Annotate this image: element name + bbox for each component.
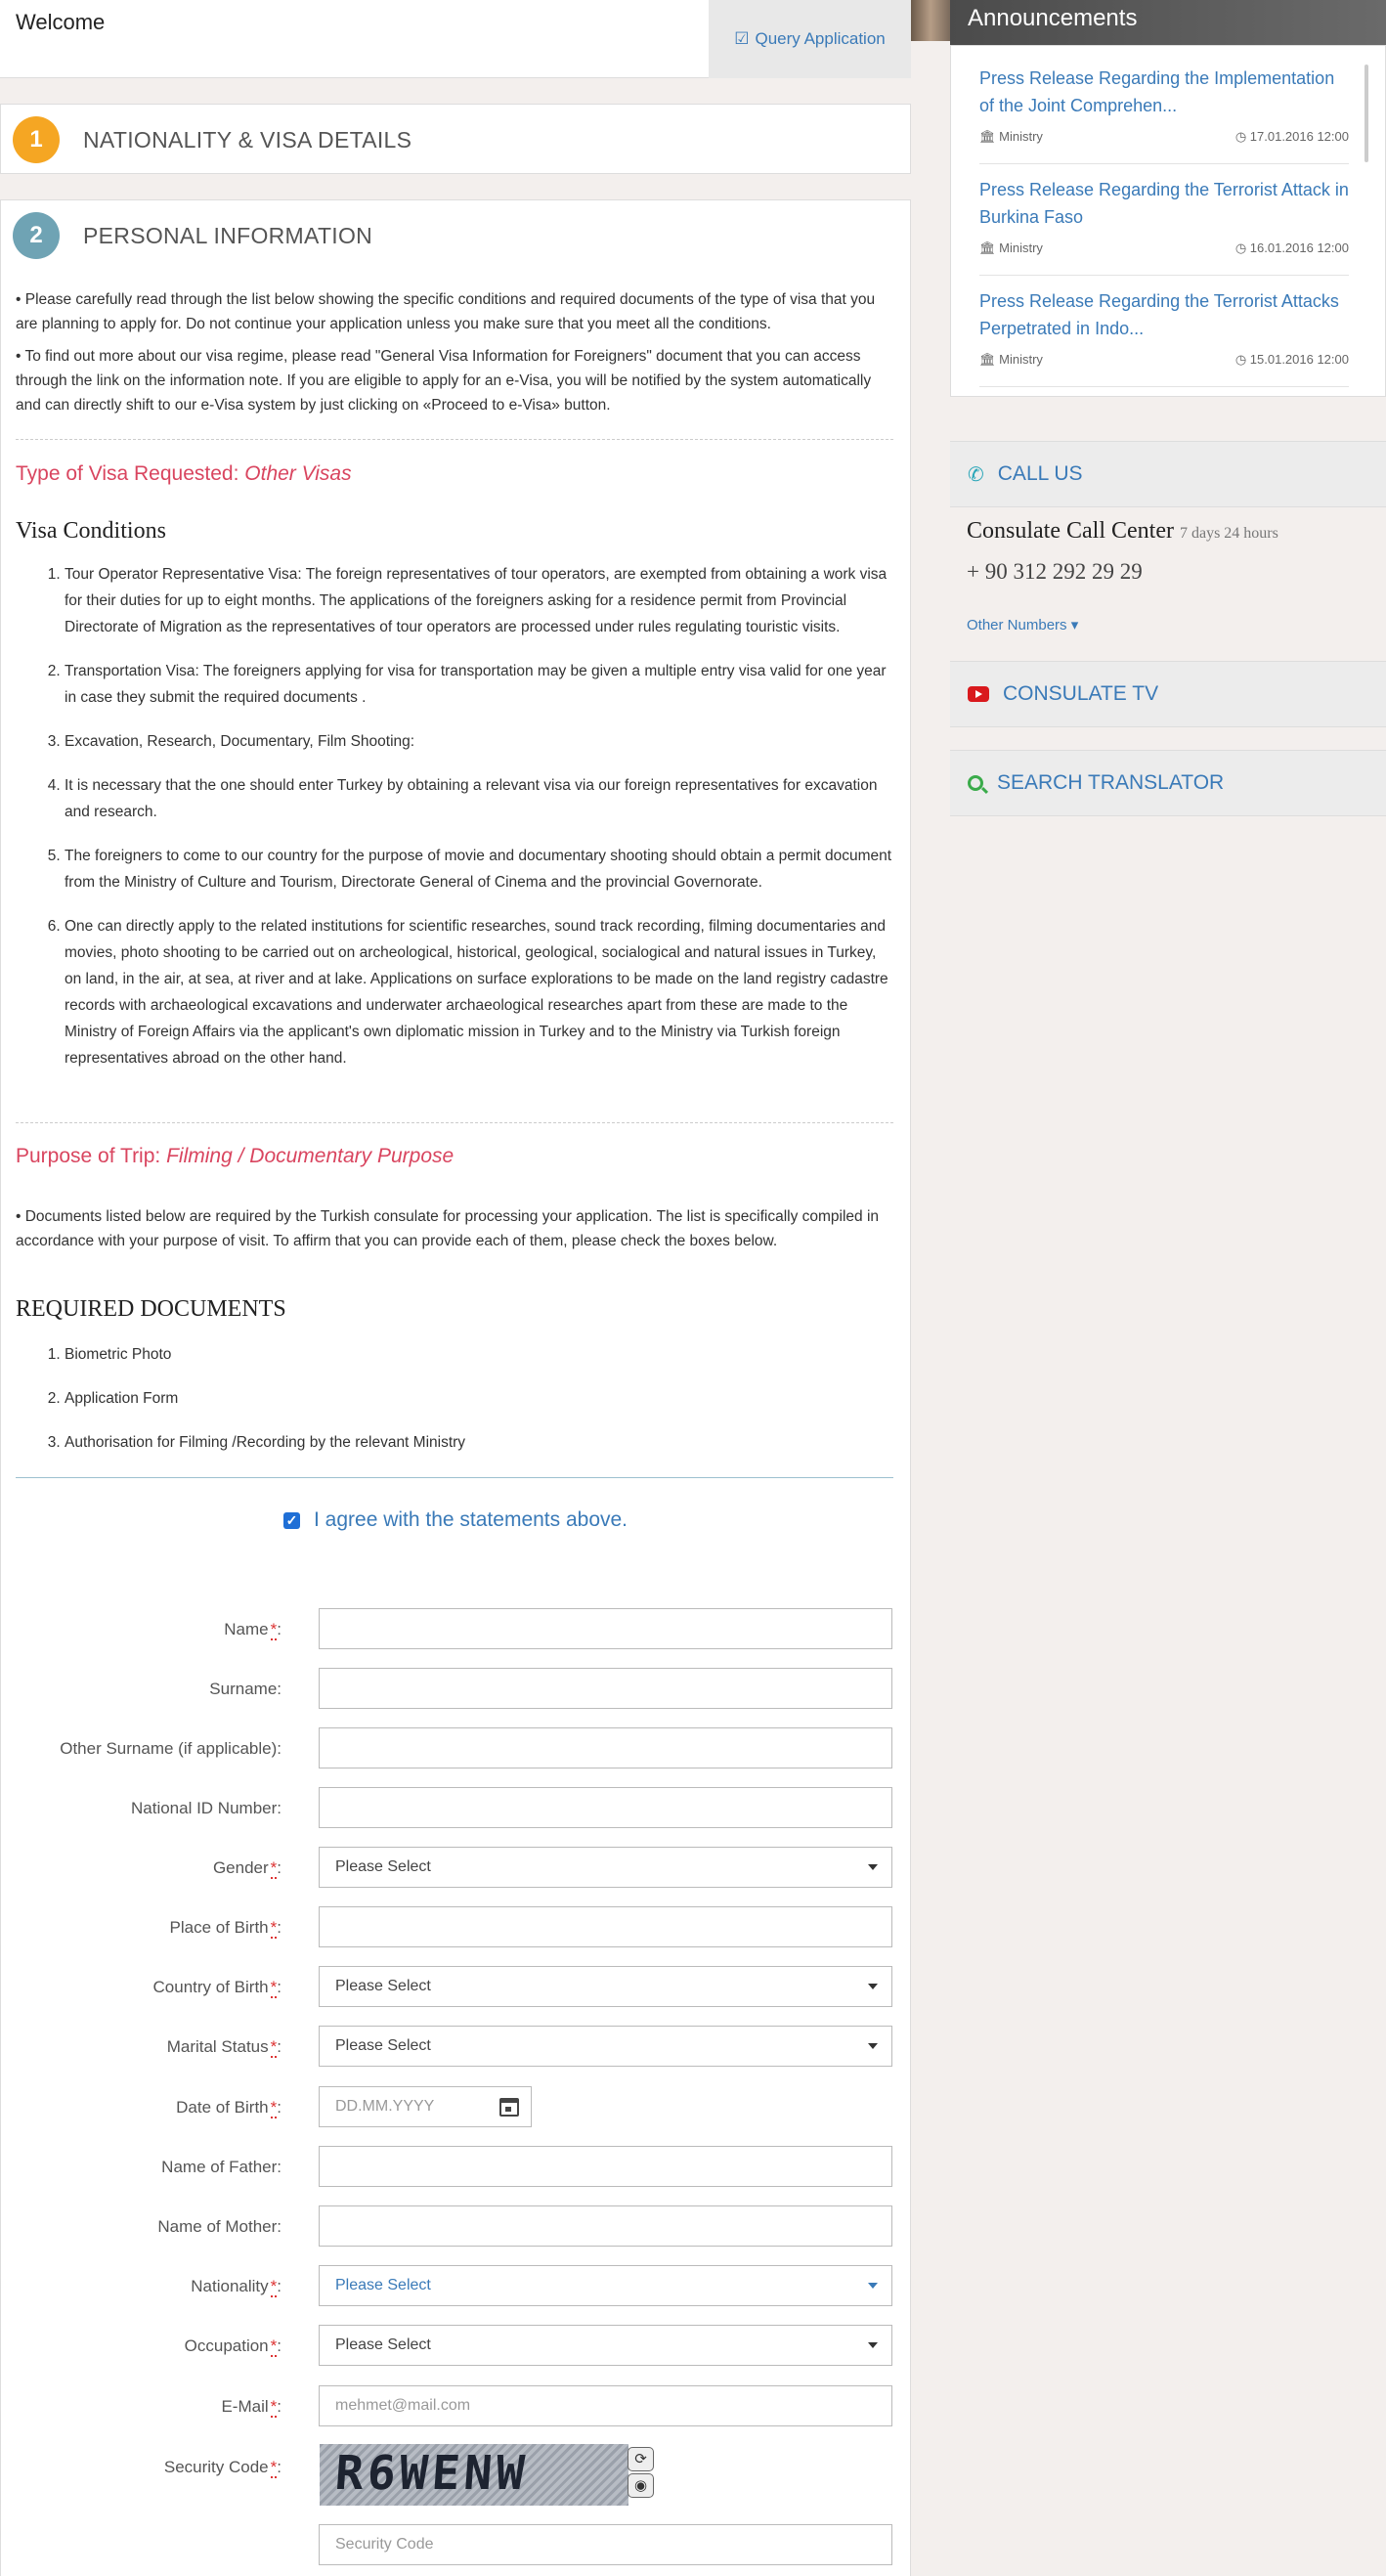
search-translator-panel[interactable] [950,750,1386,816]
purpose-value: Filming / Documentary Purpose [166,1145,455,1167]
required-documents-title: REQUIRED DOCUMENTS [16,1296,286,1322]
form-row-country-of-birth [0,1966,911,2009]
field-label: Gender *: [212,1858,282,1877]
announcement-item[interactable] [979,287,1349,367]
clock-icon: ◷ [1234,129,1247,144]
father-name-input[interactable] [319,2146,892,2187]
caret-down-icon [868,2283,878,2289]
field-label: Country of Birth *: [152,1978,282,1996]
purpose-label: Purpose of Trip: [16,1145,161,1167]
field-label: Name of Mother: [157,2217,282,2236]
announcement-meta: 🏛 Ministry ◷ 15.01.2016 12:00 [979,352,1349,367]
nationality-select[interactable]: Please Select [319,2265,892,2306]
step-badge-1: 1 [13,116,60,163]
form-row-marital-status [0,2026,911,2069]
country-of-birth-select[interactable]: Please Select [319,1966,892,2007]
form-row-name [0,1608,911,1651]
section-title-nationality: NATIONALITY & VISA DETAILS [83,126,412,153]
visa-type-label: Type of Visa Requested: [16,462,239,485]
consulate-tv-panel[interactable] [950,661,1386,727]
form-row-other-surname [0,1727,911,1770]
announcement-link[interactable]: Press Release Regarding the Terrorist Attack in Burkina Faso [979,180,1349,227]
search-icon [968,775,983,791]
surname-input[interactable] [319,1668,892,1709]
field-label: E-Mail *: [221,2397,282,2416]
required-doc-item: 2. Application Form [65,1385,893,1412]
caret-down-icon: ▾ [1070,617,1079,633]
captcha-image [320,2444,628,2506]
step-badge-2: 2 [13,212,60,259]
divider [16,439,893,440]
condition-item: 6. One can directly apply to the related institutions for scientific researches, sound track recording, filming documentaries and movies, photo shooting to be carried out on archeological, historical, geological, socialogical and natural issues in Turkey, on land, in the air, at sea, at river and at lake. Applications on surface explorations to be made on the land registry cadastre records with archaeological excavations and underwater archaeological researches apart from these are made to the Ministry of Foreign Affairs via the applicant's own diplomatic mission in Turkey and to the Ministry via Turkish foreign representatives abroad on the other hand. [65,913,893,1071]
field-label: Place of Birth *: [169,1918,282,1937]
field-label: Date of Birth *: [176,2098,282,2117]
search-translator-label: SEARCH TRANSLATOR [997,771,1225,794]
form-row-security-input [0,2524,911,2567]
clock-icon: ◷ [1234,352,1247,367]
visa-type [16,461,893,486]
announcement-item[interactable] [979,176,1349,255]
refresh-captcha-icon[interactable]: ⟳ [628,2447,654,2471]
visa-conditions-list [16,561,893,1089]
field-label: Name *: [224,1620,282,1638]
topbar [0,0,911,78]
announcement-link[interactable]: Press Release Regarding the Implementation of the Joint Comprehen... [979,68,1335,115]
form-row-nationality [0,2265,911,2308]
captcha-text: R6WENW [333,2446,531,2501]
name-input[interactable] [319,1608,892,1649]
divider [16,1477,893,1478]
field-label: Occupation *: [184,2336,282,2355]
condition-item: 5. The foreigners to come to our country for the purpose of movie and documentary shooting should obtain a permit document from the Ministry of Culture and Tourism, Directorate General of Cinema and the provincial Governorate. [65,843,893,895]
field-label: Name of Father: [161,2158,282,2176]
call-center [967,518,1278,545]
announcement-meta: 🏛 Ministry ◷ 16.01.2016 12:00 [979,240,1349,255]
form-row-date-of-birth [0,2086,911,2129]
agree-label: I agree with the statements above. [314,1508,628,1531]
field-label: National ID Number: [130,1799,282,1817]
place-of-birth-input[interactable] [319,1906,892,1947]
form-row-email [0,2385,911,2428]
gender-select[interactable]: Please Select [319,1847,892,1888]
section-nationality-visa[interactable] [0,104,911,174]
condition-item: 4. It is necessary that the one should enter Turkey by obtaining a relevant visa via our foreign representatives for excavation and research. [65,772,893,825]
agree-checkbox[interactable]: ✓ [283,1512,300,1529]
announcement-separator [979,275,1349,276]
call-us-panel[interactable] [950,441,1386,507]
header-image-strip [911,0,950,41]
bank-icon: 🏛 [979,240,996,255]
field-label: Security Code *: [163,2458,282,2476]
form-row-surname [0,1668,911,1711]
field-label: Marital Status *: [166,2037,282,2056]
other-surname-input[interactable] [319,1727,892,1768]
announcement-link[interactable]: Press Release Regarding the Terrorist Attacks Perpetrated in Indo... [979,291,1339,338]
caret-down-icon [868,1864,878,1870]
field-label: Nationality *: [191,2277,282,2295]
form-row-occupation [0,2325,911,2368]
caret-down-icon [868,2342,878,2348]
phone-number: + 90 312 292 29 29 [967,559,1143,584]
form-row-place-of-birth [0,1906,911,1949]
query-application-button[interactable] [709,0,911,78]
calendar-icon[interactable] [499,2098,519,2117]
intro-notes [16,287,893,425]
required-doc-item: 3. Authorisation for Filming /Recording by the relevant Ministry [65,1429,893,1456]
announcements-scrollbar[interactable] [1364,65,1368,162]
field-label: Other Surname (if applicable): [60,1739,282,1758]
clock-icon: ◷ [1234,240,1247,255]
bank-icon: 🏛 [979,129,996,144]
caret-down-icon [868,2043,878,2049]
call-center-title: Consulate Call Center [967,518,1174,544]
form-row-mother [0,2205,911,2249]
announcements-title: Announcements [950,0,1386,45]
form-row-gender [0,1847,911,1890]
required-documents-list [16,1341,893,1473]
section-title-personal: PERSONAL INFORMATION [83,222,373,248]
national-id-input[interactable] [319,1787,892,1828]
announcement-meta: 🏛 Ministry ◷ 17.01.2016 12:00 [979,129,1349,144]
query-application-label: Query Application [755,29,886,48]
announcement-item[interactable] [979,65,1349,144]
form-row-father [0,2146,911,2189]
date-of-birth-input[interactable]: DD.MM.YYYY [319,2086,532,2127]
intro-note-1: • Please carefully read through the list below showing the specific conditions and required documents of the type of visa that you are planning to apply for. Do not continue your application unless you make sure that you meet all the conditions. [16,291,876,332]
bank-icon: 🏛 [979,352,996,367]
audio-captcha-icon[interactable]: ◉ [628,2473,654,2498]
call-center-hours: 7 days 24 hours [1179,525,1278,542]
check-square-icon: ☑ [734,29,750,48]
email-input[interactable]: mehmet@mail.com [319,2385,892,2426]
divider [16,1122,893,1123]
purpose-of-trip [16,1144,893,1168]
welcome-text: Welcome [16,10,106,34]
security-code-input[interactable]: Security Code [319,2524,892,2565]
caret-down-icon [868,1984,878,1989]
intro-note-2: • To find out more about our visa regime, please read "General Visa Information for Foreigners" document that you can access through the link on the information note. If you are eligible to apply for an e-Visa, you will be notified by the system automatically and can directly shift to our e-Visa system by just clicking on «Proceed to e-Visa» button. [16,348,872,414]
call-us-label: CALL US [997,462,1083,485]
documents-note: • Documents listed below are required by the Turkish consulate for processing your application. The list is specifically compiled in accordance with your purpose of visit. To affirm that you can provide each of them, please check the boxes below. [16,1208,880,1249]
condition-item: 3. Excavation, Research, Documentary, Film Shooting: [65,728,893,755]
mother-name-input[interactable] [319,2205,892,2247]
field-label: Surname: [209,1680,282,1698]
other-numbers-link[interactable]: Other Numbers ▾ [967,617,1079,633]
marital-status-select[interactable]: Please Select [319,2026,892,2067]
consulate-tv-label: CONSULATE TV [1003,682,1159,705]
form-row-national-id [0,1787,911,1830]
condition-item: 2. Transportation Visa: The foreigners applying for visa for transportation may be given a multiple entry visa valid for one year in case they submit the required documents . [65,658,893,711]
announcement-separator [979,386,1349,387]
agree-checkbox-row[interactable] [283,1508,628,1532]
occupation-select[interactable]: Please Select [319,2325,892,2366]
youtube-icon [968,686,989,702]
required-doc-item: 1. Biometric Photo [65,1341,893,1368]
visa-type-value: Other Visas [244,462,352,485]
announcement-separator [979,163,1349,164]
phone-icon: ✆ [968,463,984,486]
condition-item: 1. Tour Operator Representative Visa: The foreign representatives of tour operators, are exempted from obtaining a work visa for their duties for up to eight months. The applications of the foreigners asking for a residence permit from Provincial Directorate of Migration as the representatives of tour operators are processed under rules regulating touristic visits. [65,561,893,640]
visa-conditions-title: Visa Conditions [16,518,166,544]
